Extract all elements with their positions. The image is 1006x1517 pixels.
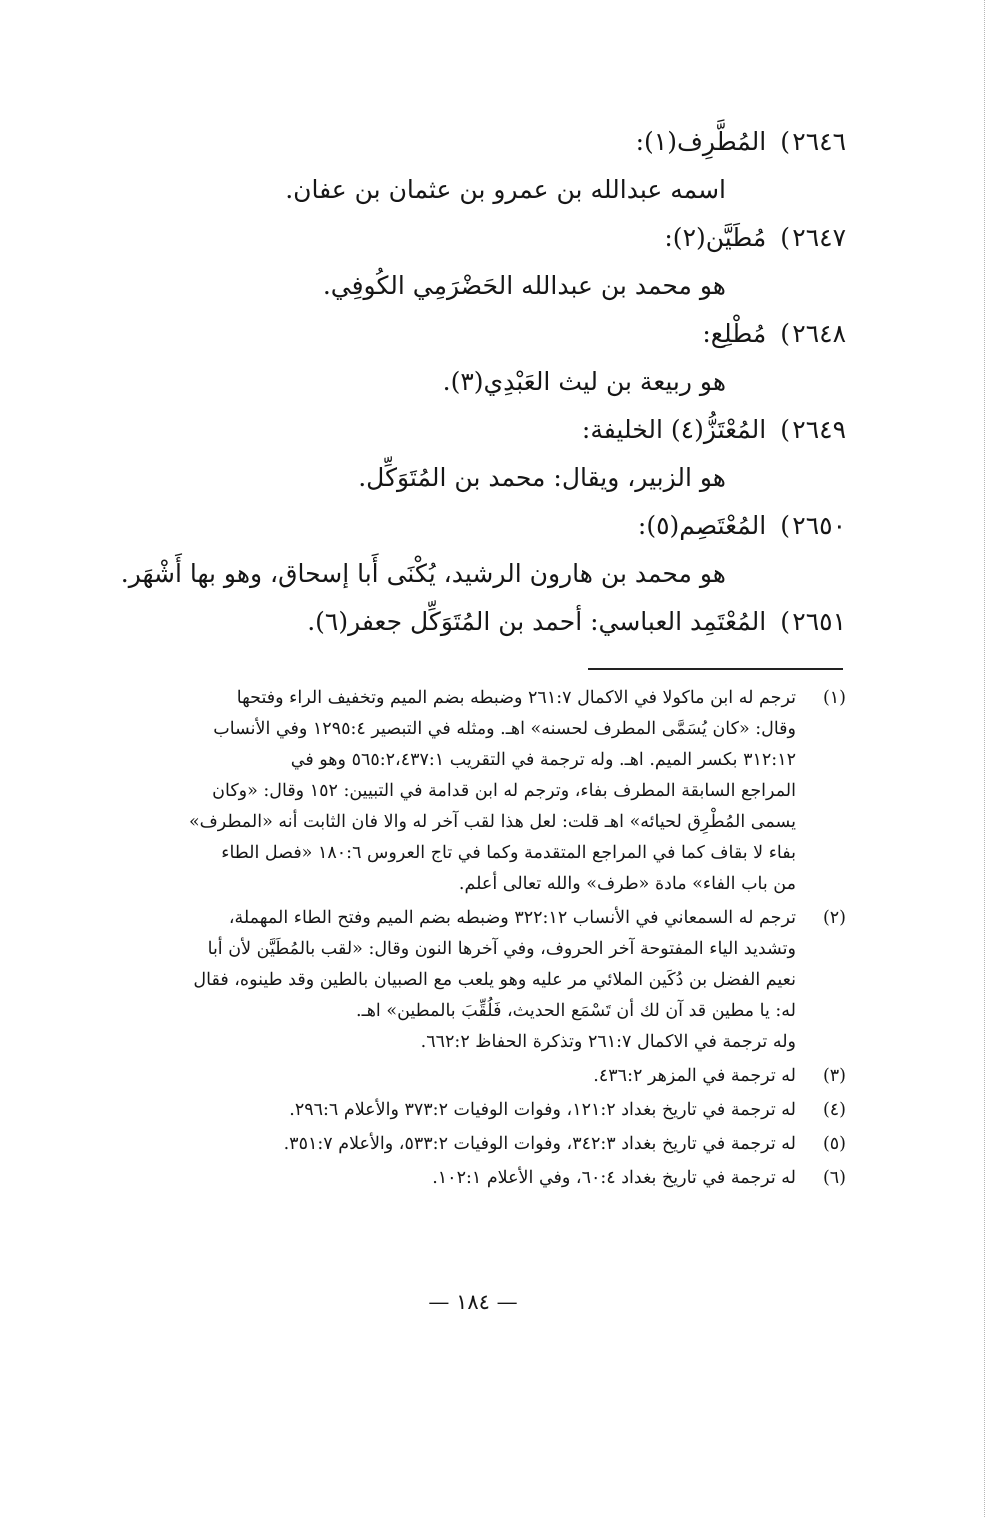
footnote bbox=[156, 1061, 846, 1092]
entry-text: اسمه عبدالله بن عمرو بن عثمان بن عفان. bbox=[285, 175, 726, 204]
entry-heading: ٢٦٤٧)مُطَيَّن(٢): bbox=[126, 214, 846, 262]
footnote-line: بفاء لا بقاف كما في المراجع المتقدمة وكما في تاج العروس ١٨٠:٦ «فصل الطاء bbox=[221, 843, 796, 863]
footnote-line: وله ترجمة في الاكمال ٢٦١:٧ وتذكرة الحفاظ ٦٦٢:٢. bbox=[420, 1032, 796, 1052]
entries-section bbox=[120, 118, 846, 646]
footnote-text bbox=[156, 903, 796, 1058]
entry-title: المُعْتَصِم(٥): bbox=[637, 511, 767, 540]
entry-title: مُطَيَّن(٢): bbox=[664, 223, 767, 252]
entry-number: ٢٦٤٦ bbox=[792, 127, 846, 156]
entry-title: المُعْتَمِد العباسي: أحمد بن المُتَوَكِّل جعفر(٦). bbox=[307, 607, 767, 636]
entry-text: هو محمد بن عبدالله الحَضْرَمِي الكُوفِي. bbox=[322, 271, 726, 300]
footnote-number: (٦) bbox=[822, 1168, 846, 1188]
entry-number: ٢٦٥١ bbox=[792, 607, 846, 636]
footnote-line: المراجع السابقة المطرف بفاء، وترجم له ابن قدامة في التبيين: ١٥٢ وقال: «وكان bbox=[212, 781, 796, 801]
footnote bbox=[156, 683, 846, 900]
entry-title: المُطَّرِف(١): bbox=[635, 127, 767, 156]
entry-heading: ٢٦٤٨)مُطْلِع: bbox=[126, 310, 846, 358]
entry-number: ٢٦٤٩ bbox=[792, 415, 846, 444]
footnote bbox=[156, 1129, 846, 1160]
entry-text: هو الزبير، ويقال: محمد بن المُتَوَكِّل. bbox=[358, 463, 726, 492]
entry-heading: ٢٦٤٦)المُطَّرِف(١): bbox=[126, 118, 846, 166]
footnote-line: من باب الفاء» مادة «طرف» والله تعالى أعلم. bbox=[458, 874, 796, 894]
footnote-number: (٤) bbox=[822, 1100, 846, 1120]
entry-heading: ٢٦٥١)المُعْتَمِد العباسي: أحمد بن المُتَوَكِّل جعفر(٦). bbox=[126, 598, 846, 646]
entry-heading: ٢٦٥٠)المُعْتَصِم(٥): bbox=[126, 502, 846, 550]
entry-number: ٢٦٥٠ bbox=[792, 511, 846, 540]
page-number: — ١٨٤ — bbox=[428, 1290, 518, 1314]
footnote-text bbox=[156, 1095, 796, 1126]
footnote-separator bbox=[588, 668, 843, 670]
footnote-line: له: يا مطين قد آن لك أن تَسْمَع الحديث، فَلُقِّبَ بالمطين» اهـ. bbox=[356, 1001, 796, 1021]
footnote-line: وقال: «كان يُسَمَّى المطرف لحسنه» اهـ. ومثله في التبصير ١٢٩٥:٤ وفي الأنساب bbox=[213, 719, 796, 739]
footnote-line: له ترجمة في المزهر ٤٣٦:٢. bbox=[593, 1066, 796, 1086]
footnote bbox=[156, 1163, 846, 1194]
entry-title: المُعْتَزُّ(٤) الخليفة: bbox=[581, 415, 767, 444]
footnote-text bbox=[156, 1163, 796, 1194]
entry-heading: ٢٦٤٩)المُعْتَزُّ(٤) الخليفة: bbox=[126, 406, 846, 454]
footnote-line: له ترجمة في تاريخ بغداد ٣٤٢:٣، وفوات الوفيات ٥٣٣:٢، والأعلام ٣٥١:٧. bbox=[283, 1134, 796, 1154]
footnote-number: (١) bbox=[822, 688, 846, 708]
entry-title: مُطْلِع: bbox=[702, 319, 767, 348]
footnote-number: (٢) bbox=[822, 908, 846, 928]
footnote-text bbox=[156, 1129, 796, 1160]
footnote-line: له ترجمة في تاريخ بغداد ١٢١:٢، وفوات الوفيات ٣٧٣:٢ والأعلام ٢٩٦:٦. bbox=[289, 1100, 796, 1120]
footnote-text bbox=[156, 683, 796, 900]
footnote bbox=[156, 903, 846, 1058]
footnote-line: له ترجمة في تاريخ بغداد ٦٠:٤، وفي الأعلام ١٠٢:١. bbox=[432, 1168, 796, 1188]
footnote-line: يسمى المُطْرِق لحيائه» اهـ قلت: لعل هذا لقب آخر له والا فان الثابت أنه «المطرف» bbox=[188, 812, 796, 832]
footnote bbox=[156, 1095, 846, 1126]
footnote-number: (٣) bbox=[822, 1066, 846, 1086]
footnote-line: ترجم له السمعاني في الأنساب ٣٢٢:١٢ وضبطه بضم الميم وفتح الطاء المهملة، bbox=[228, 908, 796, 928]
footnote-text bbox=[156, 1061, 796, 1092]
footnote-line: نعيم الفضل بن دُكَين الملائي مر عليه وهو يلعب مع الصبيان بالطين وقد طينوه، فقال bbox=[193, 970, 796, 990]
footnote-line: وتشديد الياء المفتوحة آخر الحروف، وفي آخرها النون وقال: «لقب بالمُطَيَّن لأن أبا bbox=[207, 939, 796, 959]
entry-text: هو ربيعة بن ليث العَبْدِي(٣). bbox=[442, 367, 726, 396]
footnotes-section bbox=[156, 683, 846, 1197]
footnote-number: (٥) bbox=[822, 1134, 846, 1154]
entry-number: ٢٦٤٨ bbox=[792, 319, 846, 348]
footnote-line: ٣١٢:١٢ بكسر الميم. اهـ. وله ترجمة في التقريب ٥٦٥:٢،٤٣٧:١ وهو في bbox=[290, 750, 796, 770]
footnote-line: ترجم له ابن ماكولا في الاكمال ٢٦١:٧ وضبطه بضم الميم وتخفيف الراء وفتحها bbox=[236, 688, 796, 708]
entry-number: ٢٦٤٧ bbox=[792, 223, 846, 252]
entry-text: هو محمد بن هارون الرشيد، يُكْنَى أَبا إسحاق، وهو بها أَشْهَر. bbox=[120, 559, 726, 588]
